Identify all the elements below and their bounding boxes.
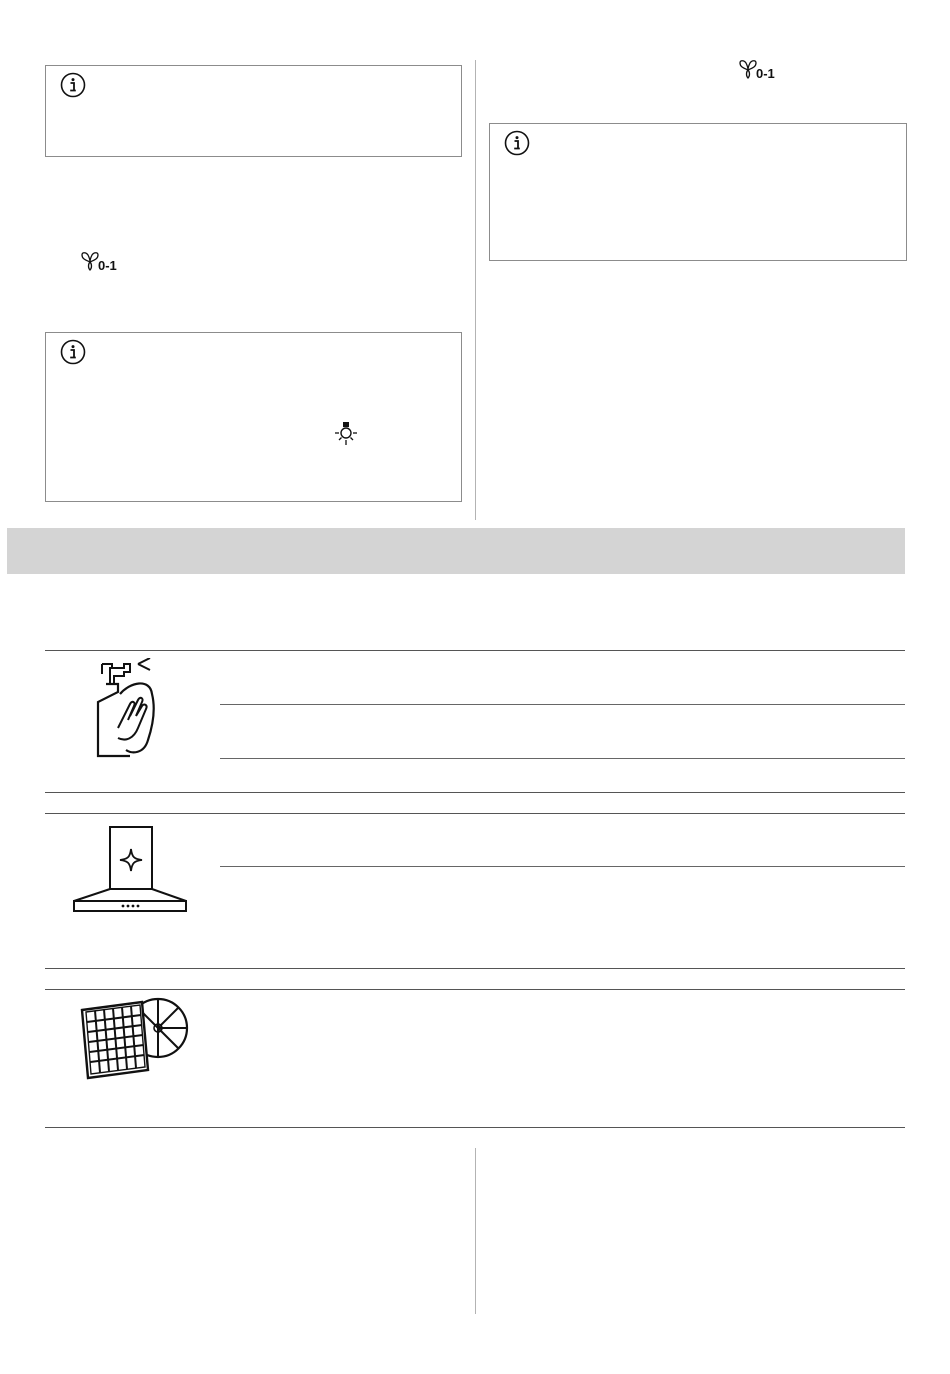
info-note-box-3 — [489, 123, 907, 261]
info-note-box-2 — [45, 332, 462, 502]
info-icon — [60, 339, 86, 365]
table-rule — [45, 650, 905, 651]
info-icon — [60, 72, 86, 98]
info-note-box-1 — [45, 65, 462, 157]
column-divider-bottom — [475, 1148, 476, 1314]
fan-speed-symbol-left — [80, 250, 117, 272]
fan-speed-symbol-right — [738, 58, 775, 80]
fan-icon — [80, 250, 100, 272]
fan-icon — [738, 58, 758, 80]
table-rule — [45, 813, 905, 814]
table-subrule — [220, 704, 905, 705]
table-subrule — [220, 866, 905, 867]
info-icon — [504, 130, 530, 156]
table-rule — [45, 968, 905, 969]
table-rule — [45, 792, 905, 793]
spray-cleaning-icon — [90, 658, 160, 760]
section-heading-band — [7, 528, 905, 574]
clean-hood-icon — [72, 825, 188, 915]
fan-speed-label: 0-1 — [756, 66, 775, 81]
column-divider-top — [475, 60, 476, 520]
table-rule — [45, 1127, 905, 1128]
grease-filter-icon — [78, 996, 190, 1080]
fan-speed-label: 0-1 — [98, 258, 117, 273]
table-rule — [45, 989, 905, 990]
light-bulb-icon — [334, 421, 358, 447]
table-subrule — [220, 758, 905, 759]
